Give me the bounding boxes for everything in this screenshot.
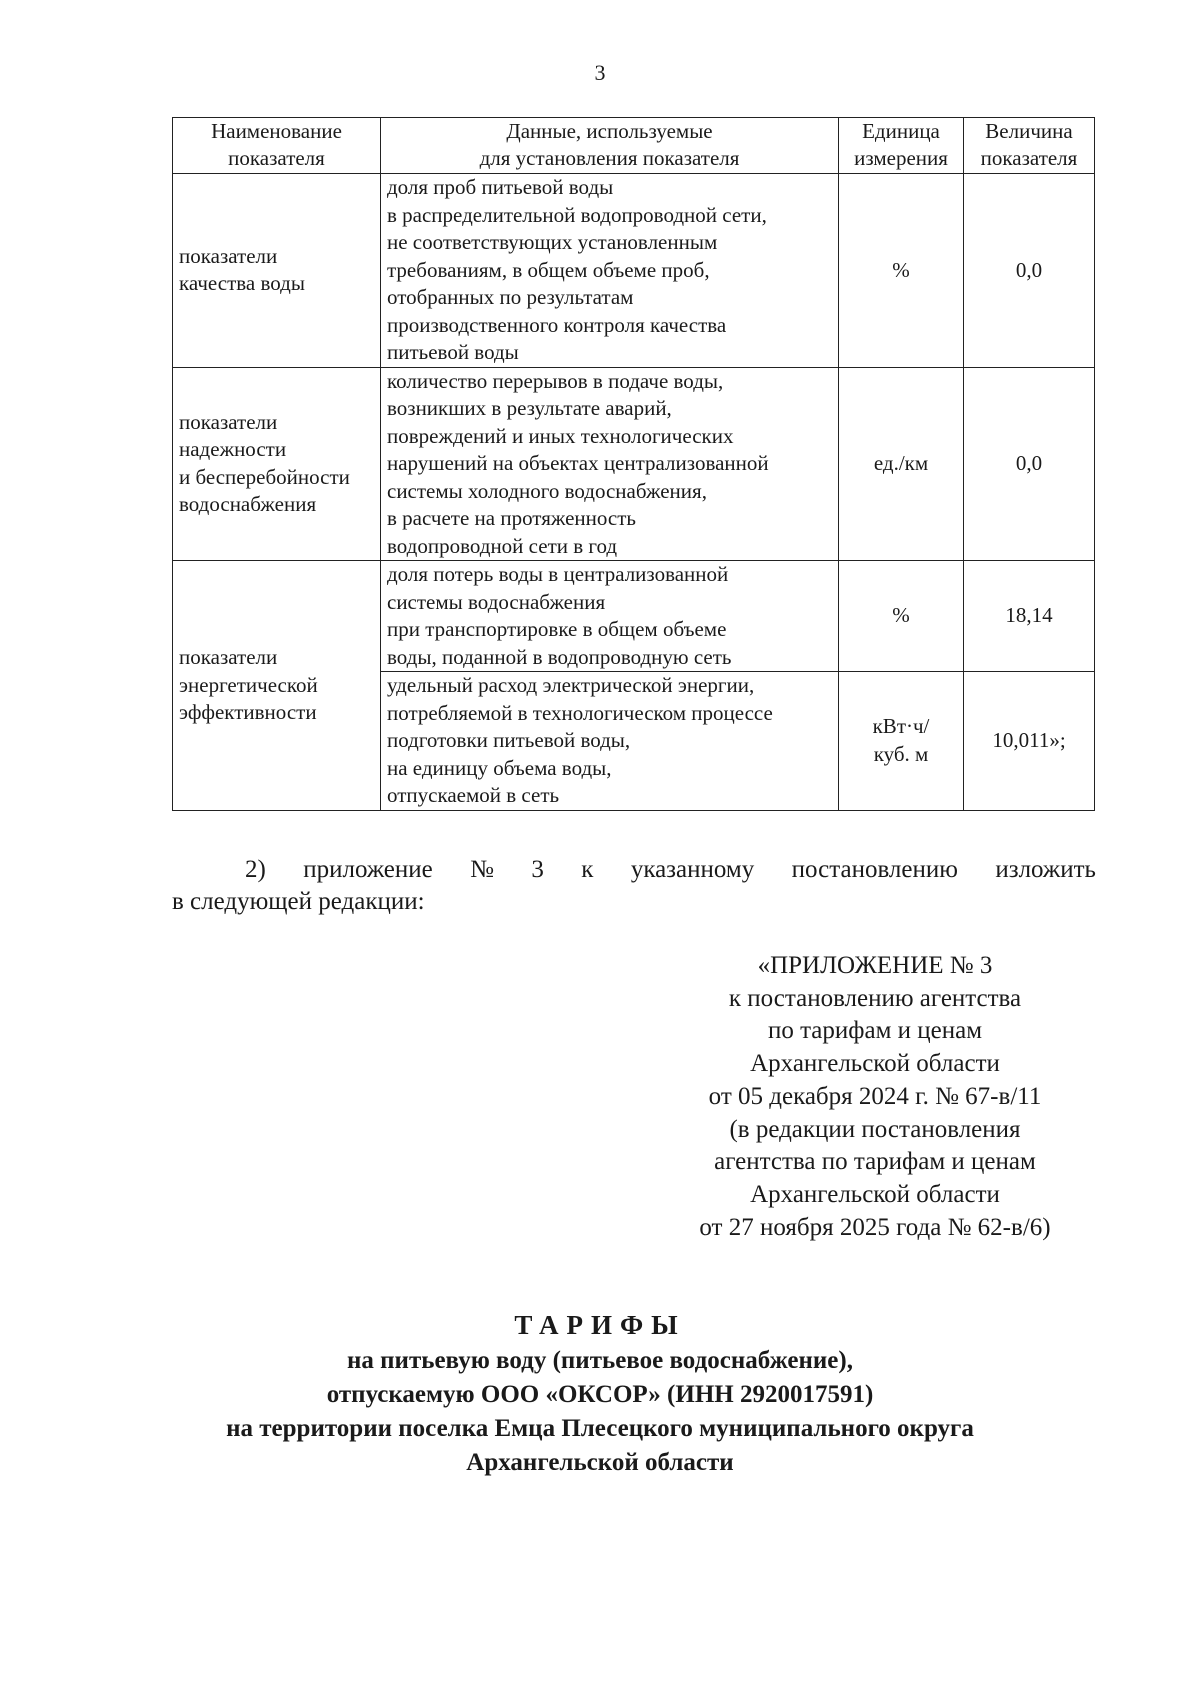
paragraph-word: к	[581, 856, 594, 883]
indicator-data-line: доля проб питьевой воды	[387, 175, 614, 199]
indicator-name-line: водоснабжения	[179, 492, 317, 517]
tariffs-title	[0, 1308, 1200, 1480]
tariffs-title-line: на территории поселка Емца Плесецкого муниципального округа	[226, 1415, 974, 1442]
indicator-data-line: отобранных по результатам	[387, 285, 634, 309]
indicator-data-line: в расчете на протяженность	[387, 506, 636, 530]
paragraph-word: изложить	[995, 856, 1096, 883]
indicator-name-line: показатели	[179, 409, 278, 434]
indicator-name	[173, 561, 381, 811]
tariffs-title-line: отпускаемую ООО «ОКСОР» (ИНН 2920017591)	[326, 1381, 874, 1408]
header-data: Данные, используемые для установления показателя	[381, 118, 839, 174]
appendix-heading	[640, 950, 1110, 1244]
indicator-name-line: надежности	[179, 437, 287, 462]
indicator-data-line: воды, поданной в водопроводную сеть	[387, 644, 732, 669]
indicator-unit-line: кВт·ч/	[872, 714, 930, 739]
appendix-line: (в редакции постановления	[729, 1115, 1021, 1143]
indicator-value: 10,011»;	[964, 672, 1095, 811]
indicator-unit	[839, 174, 964, 368]
appendix-line: к постановлению агентства	[728, 984, 1022, 1012]
tariffs-title-line: Архангельской области	[466, 1449, 734, 1476]
tariffs-subtitle	[0, 1344, 1200, 1480]
indicators-table	[172, 117, 1095, 811]
indicator-unit-line: %	[892, 257, 910, 282]
indicator-data	[381, 174, 839, 368]
indicator-unit-line: куб. м	[873, 741, 929, 766]
tariffs-heading: ТАРИФЫ	[514, 1310, 686, 1340]
indicator-data-line: возникших в результате аварий,	[387, 396, 672, 420]
indicator-unit	[839, 367, 964, 561]
appendix-line: по тарифам и ценам	[767, 1017, 983, 1045]
paragraph-line-2: в следующей редакции:	[172, 888, 425, 915]
table-row	[173, 561, 1095, 672]
indicator-data-line: системы водоснабжения	[387, 589, 606, 614]
paragraph-word: №	[470, 856, 494, 883]
header-name: Наименование показателя	[173, 118, 381, 174]
paragraph-line-1	[172, 854, 1096, 886]
indicator-unit	[839, 561, 964, 672]
header-value: Величина показателя	[964, 118, 1095, 174]
indicator-name-line: эффективности	[179, 700, 317, 724]
indicator-data	[381, 367, 839, 561]
indicator-data	[381, 561, 839, 672]
appendix-line: от 05 декабря 2024 г. № 67-в/11	[708, 1082, 1042, 1110]
indicator-unit-line: %	[892, 603, 910, 628]
indicator-value: 0,0	[964, 367, 1095, 561]
paragraph-word: 3	[531, 856, 544, 883]
page-number: 3	[594, 60, 606, 85]
indicator-value: 18,14	[964, 561, 1095, 672]
paragraph-word: приложение	[303, 856, 433, 883]
indicator-data-line: системы холодного водоснабжения,	[387, 478, 707, 503]
amendment-paragraph	[172, 854, 1096, 918]
indicator-name	[173, 174, 381, 368]
indicator-data	[381, 672, 839, 811]
indicator-data-line: водопроводной сети в год	[387, 533, 618, 558]
table-row	[173, 367, 1095, 561]
indicator-data-line: доля потерь воды в централизованной	[387, 562, 729, 586]
appendix-line: «ПРИЛОЖЕНИЕ № 3	[757, 952, 993, 979]
tariffs-title-line: на питьевую воду (питьевое водоснабжение),	[347, 1347, 853, 1374]
indicator-data-line: нарушений на объектах централизованной	[387, 451, 769, 475]
indicator-name	[173, 367, 381, 561]
indicator-data-line: при транспортировке в общем объеме	[387, 617, 727, 641]
indicator-data-line: повреждений и иных технологических	[387, 423, 734, 448]
indicator-name-line: качества воды	[179, 271, 305, 296]
indicator-data-line: на единицу объема воды,	[387, 755, 612, 780]
indicator-name-line: и бесперебойности	[179, 464, 350, 489]
indicator-data-line: удельный расход электрической энергии,	[387, 673, 755, 697]
indicator-data-line: производственного контроля качества	[387, 312, 727, 337]
indicator-data-line: подготовки питьевой воды,	[387, 728, 631, 752]
paragraph-word: 2)	[245, 856, 266, 883]
paragraph-word: указанному	[630, 856, 755, 883]
indicator-value: 0,0	[964, 174, 1095, 368]
indicator-data-line: количество перерывов в подаче воды,	[387, 368, 724, 393]
table-header-row	[173, 118, 1095, 174]
indicator-data-line: требованиям, в общем объеме проб,	[387, 257, 710, 282]
indicator-name-line: энергетической	[179, 672, 318, 697]
indicator-data-line: в распределительной водопроводной сети,	[387, 202, 767, 227]
indicator-name-line: показатели	[179, 243, 278, 268]
header-unit: Единица измерения	[839, 118, 964, 174]
indicator-data-line: отпускаемой в сеть	[387, 783, 560, 807]
table-row	[173, 174, 1095, 368]
indicator-name-line: показатели	[179, 645, 278, 669]
appendix-line: от 27 ноября 2025 года № 62-в/6)	[699, 1213, 1051, 1241]
indicator-data-line: потребляемой в технологическом процессе	[387, 700, 773, 725]
indicator-data-line: не соответствующих установленным	[387, 230, 718, 254]
indicator-unit-line: ед./км	[873, 451, 929, 475]
indicator-data-line: питьевой воды	[387, 340, 519, 364]
paragraph-word: постановлению	[791, 856, 958, 883]
appendix-line: агентства по тарифам и ценам	[714, 1148, 1036, 1176]
appendix-line: Архангельской области	[750, 1180, 1000, 1208]
indicator-unit	[839, 672, 964, 811]
appendix-line: Архангельской области	[750, 1050, 1000, 1078]
